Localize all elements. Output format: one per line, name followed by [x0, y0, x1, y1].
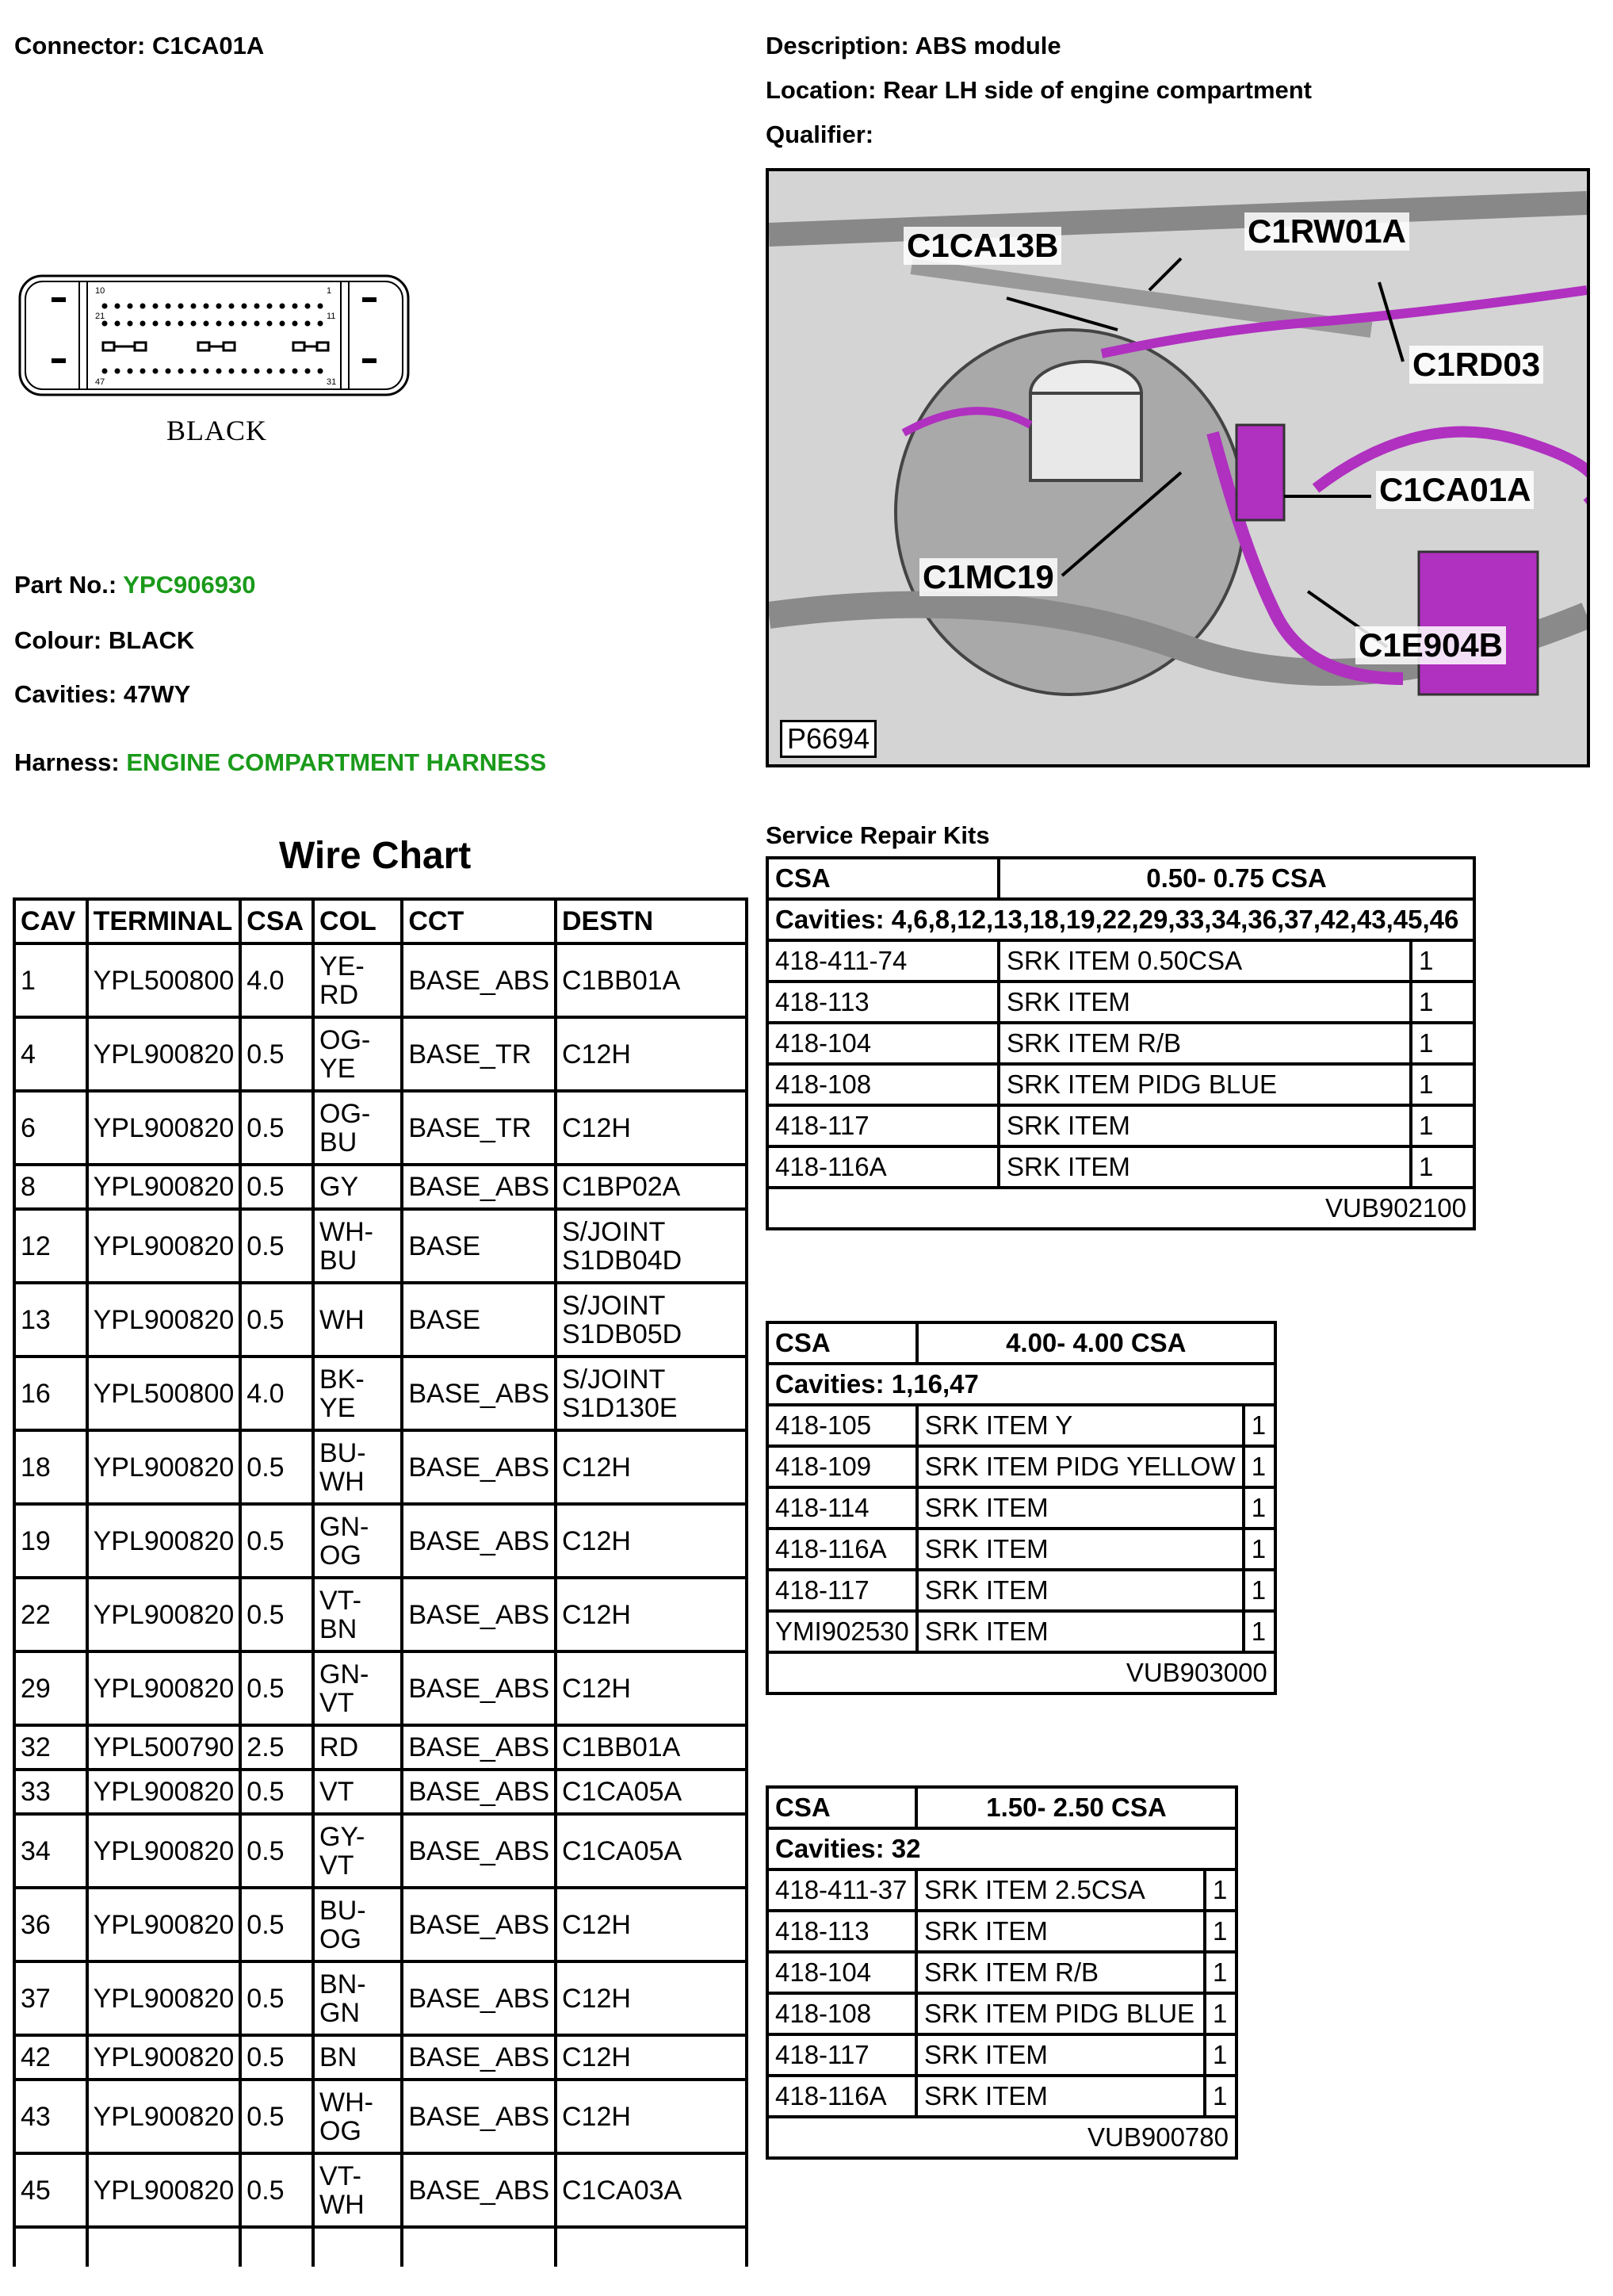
header-col: COL — [313, 899, 402, 943]
wire-cell-col: GY-VT — [313, 1814, 402, 1888]
wire-cell-destn: S/JOINT S1D130E — [556, 1357, 747, 1430]
wire-cell-csa: 2.5 — [240, 1725, 313, 1770]
srk-table — [766, 856, 1476, 1230]
wire-cell-cav: 45 — [14, 2153, 87, 2227]
srk-csa-row — [767, 1787, 1237, 1828]
wire-cell-cav: 8 — [14, 1165, 87, 1209]
srk-item-desc: SRK ITEM — [999, 982, 1411, 1023]
wire-cell-empty — [556, 2227, 747, 2267]
srk-item-row — [767, 1952, 1237, 1993]
wire-cell-csa: 4.0 — [240, 943, 313, 1017]
wire-cell-terminal: YPL900820 — [87, 1814, 241, 1888]
header-cct: CCT — [402, 899, 556, 943]
wire-cell-destn: C12H — [556, 2080, 747, 2153]
wire-cell-terminal: YPL900820 — [87, 1209, 241, 1283]
wire-cell-col: WH-OG — [313, 2080, 402, 2153]
connector-label: Connector: — [14, 32, 146, 59]
srk-item-qty: 1 — [1205, 2034, 1237, 2076]
srk-item-desc: SRK ITEM — [917, 1570, 1244, 1611]
srk-item-part: 418-116A — [767, 2076, 916, 2117]
wire-cell-cct: BASE_ABS — [402, 1888, 556, 1961]
qualifier-label: Qualifier: — [766, 121, 874, 148]
wire-cell-terminal: YPL500800 — [87, 1357, 241, 1430]
wire-cell-cct: BASE_ABS — [402, 1165, 556, 1209]
srk-item-row — [767, 1446, 1275, 1487]
cavities-value: 47WY — [123, 680, 191, 708]
wire-cell-destn: C1BB01A — [556, 1725, 747, 1770]
wire-cell-destn: S/JOINT S1DB05D — [556, 1283, 747, 1357]
wire-cell-cct: BASE_TR — [402, 1091, 556, 1165]
srk-csa-label: CSA — [767, 1787, 916, 1828]
wire-cell-cav: 22 — [14, 1578, 87, 1651]
wire-cell-csa: 0.5 — [240, 1017, 313, 1091]
srk-item-desc: SRK ITEM PIDG YELLOW — [917, 1446, 1244, 1487]
wire-cell-terminal: YPL900820 — [87, 1430, 241, 1504]
header-cav: CAV — [14, 899, 87, 943]
srk-cavities: Cavities: 1,16,47 — [767, 1364, 1275, 1405]
colour-line — [14, 626, 194, 655]
wire-cell-csa: 0.5 — [240, 2080, 313, 2153]
srk-item-row — [767, 1064, 1474, 1105]
wire-cell-col: BK-YE — [313, 1357, 402, 1430]
wire-cell-col: VT — [313, 1770, 402, 1814]
wire-cell-destn: C12H — [556, 1651, 747, 1725]
srk-item-part: 418-109 — [767, 1446, 917, 1487]
wire-cell-terminal: YPL900820 — [87, 1165, 241, 1209]
wire-chart-header-row — [14, 899, 747, 943]
srk-cavities: Cavities: 4,6,8,12,13,18,19,22,29,33,34,36,37,42,43,45,46 — [767, 899, 1474, 940]
srk-item-desc: SRK ITEM — [916, 2034, 1205, 2076]
harness-label: Harness: — [14, 748, 120, 776]
wire-cell-cct: BASE_ABS — [402, 1504, 556, 1578]
wire-cell-terminal: YPL500790 — [87, 1725, 241, 1770]
srk-item-qty: 1 — [1411, 940, 1474, 982]
wire-cell-col: GN-OG — [313, 1504, 402, 1578]
callout-c1ca01a: C1CA01A — [1376, 471, 1534, 509]
svg-text:21: 21 — [95, 312, 105, 321]
srk-item-desc: SRK ITEM 2.5CSA — [916, 1869, 1205, 1911]
wire-cell-terminal: YPL900820 — [87, 1283, 241, 1357]
srk-item-row — [767, 1146, 1474, 1188]
srk-item-row — [767, 2034, 1237, 2076]
wire-cell-cav: 43 — [14, 2080, 87, 2153]
wire-cell-cct: BASE_ABS — [402, 1725, 556, 1770]
srk-item-row — [767, 1529, 1275, 1570]
wire-cell-terminal: YPL900820 — [87, 1091, 241, 1165]
cavities-label: Cavities: — [14, 680, 117, 708]
wire-cell-cct: BASE_ABS — [402, 1357, 556, 1430]
wire-cell-destn: C1CA05A — [556, 1770, 747, 1814]
wire-cell-cct: BASE_ABS — [402, 2080, 556, 2153]
wire-cell-col: VT-BN — [313, 1578, 402, 1651]
part-no-link[interactable]: YPC906930 — [123, 571, 256, 599]
srk-item-qty: 1 — [1411, 1064, 1474, 1105]
srk-footer: VUB903000 — [767, 1652, 1275, 1693]
wire-row — [14, 1888, 747, 1961]
wire-cell-destn: C12H — [556, 2035, 747, 2080]
wire-cell-destn: C12H — [556, 1578, 747, 1651]
srk-item-qty: 1 — [1411, 982, 1474, 1023]
wire-row — [14, 1814, 747, 1888]
wire-cell-csa: 0.5 — [240, 1888, 313, 1961]
srk-item-desc: SRK ITEM R/B — [999, 1023, 1411, 1064]
srk-item-qty: 1 — [1244, 1529, 1275, 1570]
wire-cell-cct: BASE_ABS — [402, 1578, 556, 1651]
wire-cell-col: WH — [313, 1283, 402, 1357]
srk-item-row — [767, 982, 1474, 1023]
wire-cell-destn: C1CA05A — [556, 1814, 747, 1888]
srk-item-qty: 1 — [1411, 1105, 1474, 1146]
wire-cell-cav: 18 — [14, 1430, 87, 1504]
wire-cell-destn: C1BB01A — [556, 943, 747, 1017]
wire-row — [14, 1283, 747, 1357]
wire-chart-title: Wire Chart — [279, 835, 472, 877]
wire-row — [14, 1961, 747, 2035]
header-csa: CSA — [240, 899, 313, 943]
srk-item-qty: 1 — [1205, 2076, 1237, 2117]
srk-item-row — [767, 1405, 1275, 1446]
location-value: Rear LH side of engine compartment — [883, 76, 1313, 104]
srk-item-part: 418-117 — [767, 1105, 999, 1146]
wire-row-empty — [14, 2227, 747, 2267]
wire-row — [14, 2080, 747, 2153]
srk-item-row — [767, 1993, 1237, 2034]
wire-cell-terminal: YPL900820 — [87, 1888, 241, 1961]
srk-csa-value: 1.50- 2.50 CSA — [916, 1787, 1237, 1828]
srk-item-qty: 1 — [1411, 1023, 1474, 1064]
srk-table — [766, 1785, 1238, 2160]
wire-cell-col: YE-RD — [313, 943, 402, 1017]
wire-cell-cct: BASE_ABS — [402, 2153, 556, 2227]
colour-value: BLACK — [108, 626, 195, 654]
wire-row — [14, 1770, 747, 1814]
wire-cell-cav: 6 — [14, 1091, 87, 1165]
description-line — [766, 32, 1061, 60]
wire-cell-terminal: YPL900820 — [87, 1504, 241, 1578]
qualifier-line — [766, 121, 873, 149]
wire-cell-terminal: YPL900820 — [87, 2153, 241, 2227]
wire-cell-col: BU-OG — [313, 1888, 402, 1961]
srk-item-part: 418-108 — [767, 1993, 916, 2034]
srk-item-part: 418-117 — [767, 2034, 916, 2076]
wire-cell-terminal: YPL900820 — [87, 2080, 241, 2153]
srk-cavities-row — [767, 1828, 1237, 1869]
srk-item-desc: SRK ITEM — [917, 1611, 1244, 1652]
wire-cell-cav: 4 — [14, 1017, 87, 1091]
wire-row — [14, 1651, 747, 1725]
part-no-label: Part No.: — [14, 571, 117, 599]
wire-cell-cav: 1 — [14, 943, 87, 1017]
wire-cell-csa: 4.0 — [240, 1357, 313, 1430]
srk-cavities-row — [767, 1364, 1275, 1405]
svg-text:10: 10 — [95, 286, 105, 296]
srk-item-desc: SRK ITEM Y — [917, 1405, 1244, 1446]
srk-item-part: 418-411-37 — [767, 1869, 916, 1911]
srk-item-part: 418-116A — [767, 1529, 917, 1570]
srk-item-qty: 1 — [1244, 1487, 1275, 1529]
wire-cell-col: BN — [313, 2035, 402, 2080]
srk-item-qty: 1 — [1205, 1911, 1237, 1952]
wire-cell-csa: 0.5 — [240, 1961, 313, 2035]
wire-cell-csa: 0.5 — [240, 1651, 313, 1725]
srk-csa-value: 0.50- 0.75 CSA — [999, 858, 1474, 899]
colour-label: Colour: — [14, 626, 102, 654]
wire-cell-destn: C12H — [556, 1091, 747, 1165]
wire-row — [14, 1430, 747, 1504]
srk-item-part: 418-114 — [767, 1487, 917, 1529]
wire-cell-cav: 13 — [14, 1283, 87, 1357]
wire-cell-terminal: YPL900820 — [87, 1651, 241, 1725]
srk-item-qty: 1 — [1244, 1570, 1275, 1611]
srk-item-part: 418-105 — [767, 1405, 917, 1446]
srk-footer-row — [767, 1652, 1275, 1693]
srk-item-part: 418-113 — [767, 982, 999, 1023]
photo-id: P6694 — [780, 720, 877, 758]
srk-item-row — [767, 1105, 1474, 1146]
svg-text:47: 47 — [95, 377, 105, 387]
wire-cell-destn: C12H — [556, 1961, 747, 2035]
wire-cell-cct: BASE — [402, 1283, 556, 1357]
srk-item-desc: SRK ITEM — [916, 1911, 1205, 1952]
wire-cell-terminal: YPL500800 — [87, 943, 241, 1017]
wire-cell-destn: S/JOINT S1DB04D — [556, 1209, 747, 1283]
wire-cell-cav: 29 — [14, 1651, 87, 1725]
wire-cell-cav: 12 — [14, 1209, 87, 1283]
wire-cell-cav: 16 — [14, 1357, 87, 1430]
wire-row — [14, 1165, 747, 1209]
srk-item-part: 418-116A — [767, 1146, 999, 1188]
srk-csa-row — [767, 858, 1474, 899]
wire-cell-cct: BASE_ABS — [402, 943, 556, 1017]
srk-item-row — [767, 1911, 1237, 1952]
srk-item-qty: 1 — [1205, 1869, 1237, 1911]
wire-cell-col: BU-WH — [313, 1430, 402, 1504]
srk-item-desc: SRK ITEM — [999, 1105, 1411, 1146]
wire-cell-col: WH-BU — [313, 1209, 402, 1283]
wire-cell-csa: 0.5 — [240, 1504, 313, 1578]
srk-item-desc: SRK ITEM PIDG BLUE — [916, 1993, 1205, 2034]
wire-row — [14, 1209, 747, 1283]
srk-footer-row — [767, 1188, 1474, 1229]
wire-cell-destn: C12H — [556, 1888, 747, 1961]
callout-c1rd03: C1RD03 — [1409, 346, 1543, 384]
wire-cell-destn: C1BP02A — [556, 1165, 747, 1209]
srk-item-row — [767, 940, 1474, 982]
wire-row — [14, 1091, 747, 1165]
wire-row — [14, 1725, 747, 1770]
srk-item-qty: 1 — [1205, 1952, 1237, 1993]
wire-cell-col: OG-BU — [313, 1091, 402, 1165]
wire-row — [14, 2035, 747, 2080]
connector-value: C1CA01A — [151, 32, 265, 59]
srk-csa-value: 4.00- 4.00 CSA — [917, 1322, 1275, 1364]
callout-c1mc19: C1MC19 — [919, 558, 1057, 596]
connector-diagram — [16, 270, 412, 460]
srk-cavities-row — [767, 899, 1474, 940]
location-line — [766, 76, 1312, 105]
srk-item-qty: 1 — [1244, 1611, 1275, 1652]
wire-cell-empty — [240, 2227, 313, 2267]
srk-item-row — [767, 1611, 1275, 1652]
wire-cell-empty — [14, 2227, 87, 2267]
wire-row — [14, 943, 747, 1017]
wire-cell-csa: 0.5 — [240, 1165, 313, 1209]
srk-title: Service Repair Kits — [766, 821, 990, 849]
wire-row — [14, 1017, 747, 1091]
svg-text:1: 1 — [327, 286, 332, 296]
wire-cell-terminal: YPL900820 — [87, 1578, 241, 1651]
wire-row — [14, 1578, 747, 1651]
harness-link[interactable]: ENGINE COMPARTMENT HARNESS — [126, 748, 547, 776]
srk-cavities: Cavities: 32 — [767, 1828, 1237, 1869]
cavities-line — [14, 680, 190, 709]
wire-cell-csa: 0.5 — [240, 1283, 313, 1357]
wire-cell-terminal: YPL900820 — [87, 1961, 241, 2035]
svg-text:31: 31 — [327, 377, 337, 387]
wire-cell-cct: BASE_ABS — [402, 2035, 556, 2080]
wire-cell-cav: 33 — [14, 1770, 87, 1814]
wire-cell-cav: 36 — [14, 1888, 87, 1961]
wire-cell-csa: 0.5 — [240, 2035, 313, 2080]
harness-line — [14, 748, 546, 777]
srk-item-row — [767, 1023, 1474, 1064]
wire-cell-cct: BASE_TR — [402, 1017, 556, 1091]
engine-bay-illustration-icon — [769, 171, 1587, 764]
description-label: Description: — [766, 32, 909, 59]
wire-cell-destn: C12H — [556, 1017, 747, 1091]
wire-cell-cct: BASE_ABS — [402, 1651, 556, 1725]
srk-item-row — [767, 1570, 1275, 1611]
part-no-line — [14, 571, 255, 599]
srk-csa-label: CSA — [767, 858, 999, 899]
wire-cell-cct: BASE — [402, 1209, 556, 1283]
wire-cell-col: OG-YE — [313, 1017, 402, 1091]
wire-cell-csa: 0.5 — [240, 2153, 313, 2227]
srk-csa-label: CSA — [767, 1322, 917, 1364]
srk-csa-row — [767, 1322, 1275, 1364]
wire-cell-destn: C12H — [556, 1504, 747, 1578]
location-label: Location: — [766, 76, 877, 104]
srk-item-part: 418-411-74 — [767, 940, 999, 982]
wire-cell-csa: 0.5 — [240, 1814, 313, 1888]
wire-cell-cct: BASE_ABS — [402, 1430, 556, 1504]
wire-cell-cct: BASE_ABS — [402, 1770, 556, 1814]
wire-cell-col: GN-VT — [313, 1651, 402, 1725]
srk-footer: VUB902100 — [767, 1188, 1474, 1229]
wire-cell-col: RD — [313, 1725, 402, 1770]
wire-cell-csa: 0.5 — [240, 1578, 313, 1651]
wire-cell-csa: 0.5 — [240, 1770, 313, 1814]
srk-item-part: 418-108 — [767, 1064, 999, 1105]
srk-item-row — [767, 2076, 1237, 2117]
wire-cell-destn: C12H — [556, 1430, 747, 1504]
wire-row — [14, 2153, 747, 2227]
wire-cell-col: GY — [313, 1165, 402, 1209]
connector-line — [14, 32, 264, 60]
srk-item-qty: 1 — [1244, 1405, 1275, 1446]
wire-cell-cav: 42 — [14, 2035, 87, 2080]
srk-item-desc: SRK ITEM 0.50CSA — [999, 940, 1411, 982]
wire-cell-terminal: YPL900820 — [87, 1017, 241, 1091]
srk-item-row — [767, 1869, 1237, 1911]
wire-cell-csa: 0.5 — [240, 1209, 313, 1283]
wire-chart-table — [13, 897, 748, 2267]
srk-item-desc: SRK ITEM — [917, 1529, 1244, 1570]
svg-text:11: 11 — [327, 312, 336, 321]
wire-cell-cav: 19 — [14, 1504, 87, 1578]
callout-c1e904b: C1E904B — [1355, 626, 1506, 664]
srk-item-part: 418-104 — [767, 1023, 999, 1064]
srk-table — [766, 1321, 1277, 1695]
srk-item-qty: 1 — [1244, 1446, 1275, 1487]
srk-item-qty: 1 — [1205, 1993, 1237, 2034]
wire-cell-cct: BASE_ABS — [402, 1961, 556, 2035]
diagram-caption: BLACK — [166, 415, 268, 446]
wire-cell-empty — [313, 2227, 402, 2267]
wire-cell-empty — [87, 2227, 241, 2267]
wire-cell-destn: C1CA03A — [556, 2153, 747, 2227]
wire-cell-empty — [402, 2227, 556, 2267]
srk-item-desc: SRK ITEM R/B — [916, 1952, 1205, 1993]
srk-footer-row — [767, 2117, 1237, 2158]
srk-footer: VUB900780 — [767, 2117, 1237, 2158]
srk-item-part: 418-104 — [767, 1952, 916, 1993]
wire-row — [14, 1504, 747, 1578]
wire-cell-terminal: YPL900820 — [87, 1770, 241, 1814]
srk-item-part: 418-117 — [767, 1570, 917, 1611]
srk-item-part: 418-113 — [767, 1911, 916, 1952]
callout-c1ca13b: C1CA13B — [904, 227, 1061, 265]
srk-item-desc: SRK ITEM — [916, 2076, 1205, 2117]
description-value: ABS module — [915, 32, 1061, 59]
srk-item-desc: SRK ITEM PIDG BLUE — [999, 1064, 1411, 1105]
srk-item-qty: 1 — [1411, 1146, 1474, 1188]
wire-cell-cav: 37 — [14, 1961, 87, 2035]
srk-item-part: YMI902530 — [767, 1611, 917, 1652]
wire-cell-cav: 32 — [14, 1725, 87, 1770]
header-destn: DESTN — [556, 899, 747, 943]
header-terminal: TERMINAL — [87, 899, 241, 943]
wire-cell-terminal: YPL900820 — [87, 2035, 241, 2080]
wire-cell-csa: 0.5 — [240, 1091, 313, 1165]
wire-cell-cct: BASE_ABS — [402, 1814, 556, 1888]
callout-c1rw01a: C1RW01A — [1244, 212, 1409, 251]
location-photo — [766, 168, 1590, 767]
srk-item-desc: SRK ITEM — [917, 1487, 1244, 1529]
wire-cell-col: VT-WH — [313, 2153, 402, 2227]
wire-cell-csa: 0.5 — [240, 1430, 313, 1504]
srk-item-row — [767, 1487, 1275, 1529]
wire-cell-cav: 34 — [14, 1814, 87, 1888]
srk-item-desc: SRK ITEM — [999, 1146, 1411, 1188]
wire-row — [14, 1357, 747, 1430]
wire-cell-col: BN-GN — [313, 1961, 402, 2035]
